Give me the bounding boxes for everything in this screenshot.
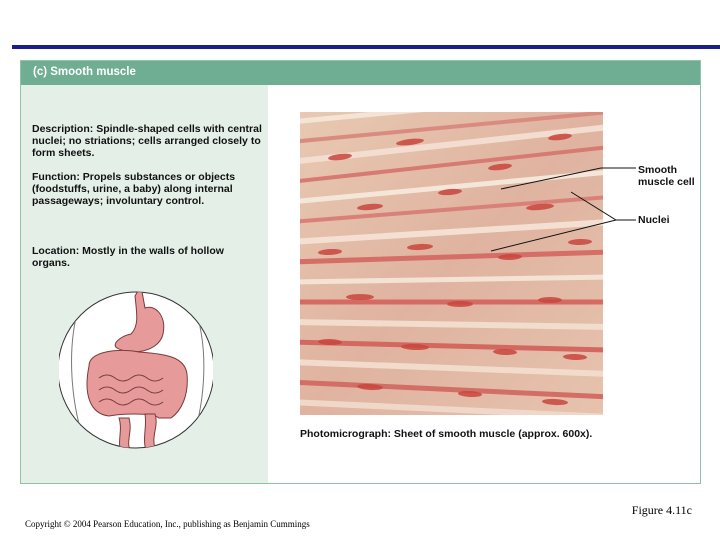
description-text: Spindle-shaped cells with central nuclei; no striations; cells arranged closely to form sheets.	[32, 123, 262, 159]
figure-panel	[20, 60, 701, 484]
description-label: Description:	[32, 123, 94, 135]
function-block	[32, 171, 262, 207]
copyright-notice: Copyright © 2004 Pearson Education, Inc., publishing as Benjamin Cummings	[25, 519, 310, 529]
location-block	[32, 245, 262, 269]
photomicrograph-caption	[300, 428, 592, 440]
location-text: Mostly in the walls of hollow organs.	[32, 245, 224, 269]
top-rule	[12, 45, 720, 49]
label-smooth-muscle-cell: Smooth muscle cell	[638, 164, 695, 188]
smooth-muscle-photomicrograph	[300, 112, 603, 415]
panel-header	[21, 61, 700, 85]
digestive-tract-illustration	[59, 286, 213, 454]
figure-number: Figure 4.11c	[631, 503, 692, 517]
caption-text: Sheet of smooth muscle (approx. 600x).	[393, 428, 593, 440]
panel-title: (c) Smooth muscle	[33, 66, 136, 78]
description-block	[32, 123, 262, 159]
location-label: Location:	[32, 245, 80, 257]
function-text: Propels substances or objects (foodstuffs, urine, a baby) along internal passageways; involuntary control.	[32, 171, 236, 207]
label-nuclei: Nuclei	[638, 214, 670, 226]
caption-label: Photomicrograph:	[300, 428, 391, 440]
function-label: Function:	[32, 171, 80, 183]
